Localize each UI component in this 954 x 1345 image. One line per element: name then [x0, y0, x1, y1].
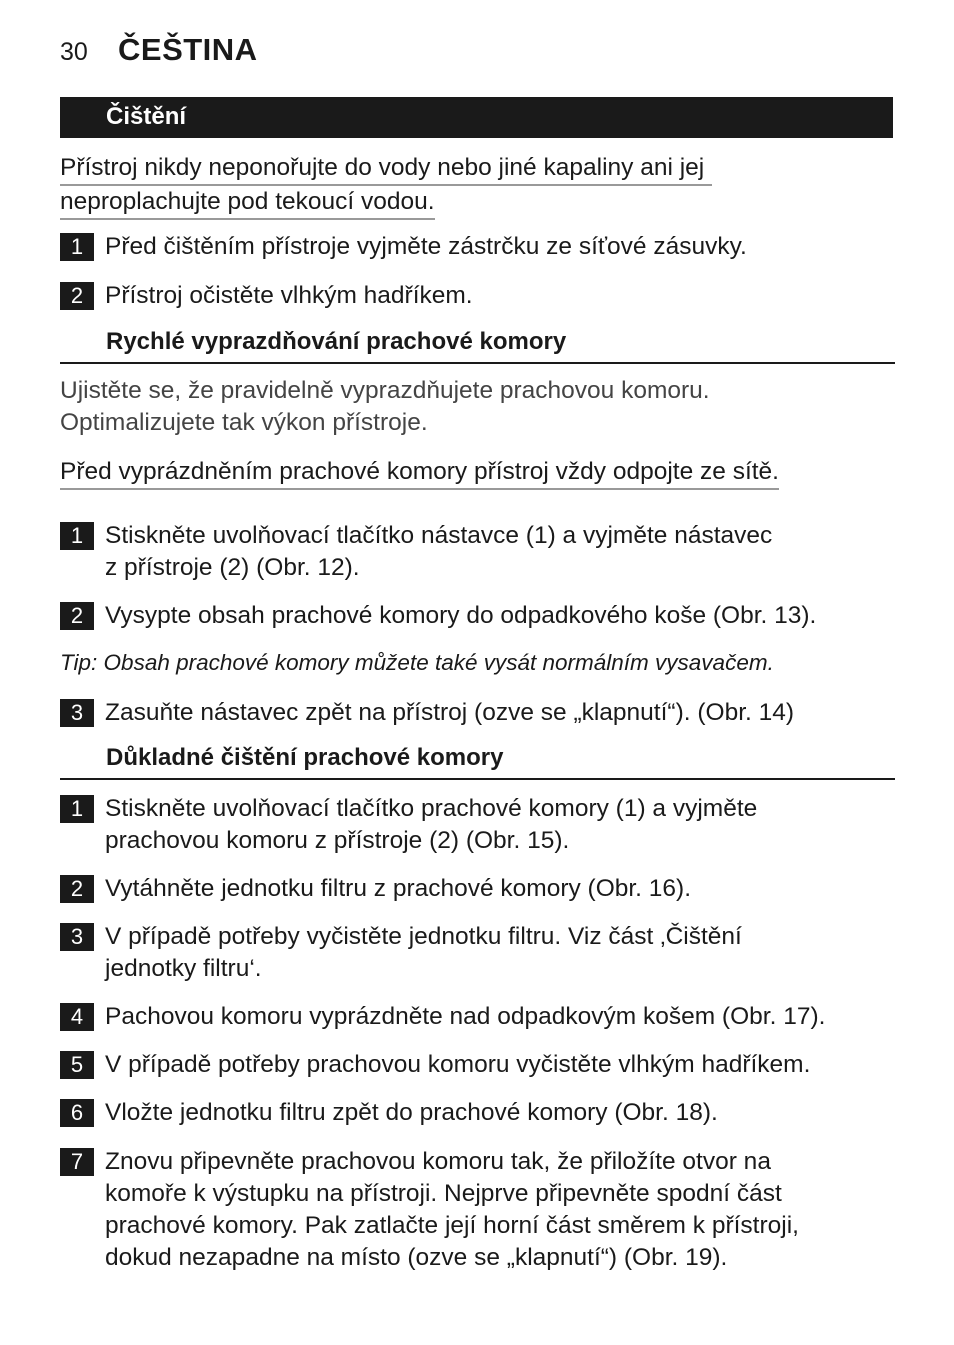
step-number: 1: [60, 795, 94, 823]
quick-step-3: [60, 697, 900, 729]
section-title-bar: [60, 97, 893, 138]
warning-1-line-2: neproplachujte pod tekoucí vodou.: [60, 186, 435, 220]
step-text: Vysypte obsah prachové komory do odpadkového koše (Obr. 13).: [105, 602, 817, 629]
step-text-line-2: komoře k výstupku na přístroji. Nejprve připevněte spodní část: [105, 1180, 782, 1207]
step-text: Vložte jednotku filtru zpět do prachové komory (Obr. 18).: [105, 1099, 718, 1126]
step-text-line-1: V případě potřeby vyčistěte jednotku filtru. Viz část ‚Čištění: [105, 923, 742, 950]
step-text: V případě potřeby prachovou komoru vyčistěte vlhkým hadříkem.: [105, 1051, 811, 1078]
step-text-line-3: prachové komory. Pak zatlačte její horní část směrem k přístroji,: [105, 1212, 799, 1239]
step-text: Před čištěním přístroje vyjměte zástrčku ze síťové zásuvky.: [105, 233, 747, 260]
subsection-thorough-heading: [60, 744, 895, 780]
thorough-step-4: [60, 1001, 900, 1033]
subsection-quick-heading: [60, 328, 895, 364]
section-title: Čištění: [106, 103, 187, 130]
step-text-line-1: Stiskněte uvolňovací tlačítko nástavce (1) a vyjměte nástavec: [105, 522, 773, 549]
step-text-line-1: Znovu připevněte prachovou komoru tak, že přiložíte otvor na: [105, 1148, 771, 1175]
thorough-step-1: [60, 793, 900, 857]
quick-note: [60, 375, 710, 439]
tip-text: Tip: Obsah prachové komory můžete také vysát normálním vysavačem.: [60, 650, 774, 675]
cleaning-step-1: [60, 231, 900, 263]
quick-note-line-2: Optimalizujete tak výkon přístroje.: [60, 409, 428, 436]
thorough-step-6: [60, 1097, 900, 1129]
step-text: [105, 520, 905, 584]
step-text-line-4: dokud nezapadne na místo (ozve se „klapnutí“) (Obr. 19).: [105, 1244, 728, 1271]
quick-step-2: [60, 600, 900, 632]
step-text: [105, 921, 905, 985]
step-number: 5: [60, 1051, 94, 1079]
step-text: Vytáhněte jednotku filtru z prachové komory (Obr. 16).: [105, 875, 692, 902]
thorough-step-7: [60, 1146, 900, 1274]
page-number: 30: [60, 38, 88, 66]
step-text-line-2: prachovou komoru z přístroje (2) (Obr. 15).: [105, 827, 570, 854]
language-heading: ČEŠTINA: [118, 32, 258, 67]
cleaning-step-2: [60, 280, 900, 312]
step-number: 7: [60, 1148, 94, 1176]
quick-step-1: [60, 520, 900, 584]
step-text-line-2: jednotky filtru‘.: [105, 955, 262, 982]
step-number: 1: [60, 522, 94, 550]
step-text-line-1: Stiskněte uvolňovací tlačítko prachové komory (1) a vyjměte: [105, 795, 758, 822]
step-text: Zasuňte nástavec zpět na přístroj (ozve se „klapnutí“). (Obr. 14): [105, 699, 795, 726]
step-number: 1: [60, 233, 94, 261]
step-number: 2: [60, 875, 94, 903]
subsection-title: Důkladné čištění prachové komory: [106, 744, 504, 771]
quick-warning: [60, 456, 779, 490]
step-number: 6: [60, 1099, 94, 1127]
thorough-step-5: [60, 1049, 900, 1081]
quick-warning-text: Před vyprázdněním prachové komory přístroj vždy odpojte ze sítě.: [60, 456, 779, 490]
quick-note-line-1: Ujistěte se, že pravidelně vyprazdňujete prachovou komoru.: [60, 377, 710, 404]
warning-1: [60, 152, 712, 220]
step-number: 2: [60, 602, 94, 630]
step-text: [105, 793, 905, 857]
step-number: 2: [60, 282, 94, 310]
step-number: 3: [60, 699, 94, 727]
subsection-title: Rychlé vyprazdňování prachové komory: [106, 328, 567, 355]
step-text: [105, 1146, 905, 1274]
thorough-step-2: [60, 873, 900, 905]
step-text-line-2: z přístroje (2) (Obr. 12).: [105, 554, 360, 581]
step-number: 4: [60, 1003, 94, 1031]
step-number: 3: [60, 923, 94, 951]
step-text: Přístroj očistěte vlhkým hadříkem.: [105, 282, 473, 309]
warning-1-line-1: Přístroj nikdy neponořujte do vody nebo jiné kapaliny ani jej: [60, 152, 712, 186]
step-text: Pachovou komoru vyprázdněte nad odpadkovým košem (Obr. 17).: [105, 1003, 826, 1030]
thorough-step-3: [60, 921, 900, 985]
